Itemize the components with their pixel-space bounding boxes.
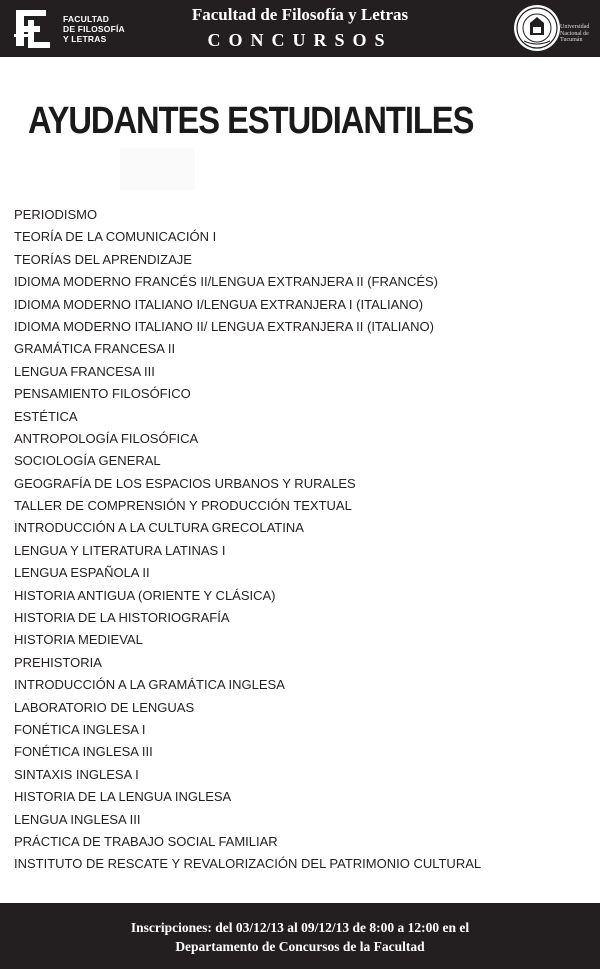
- university-line: Nacional de: [560, 30, 589, 37]
- subject-item: INTRODUCCIÓN A LA CULTURA GRECOLATINA: [14, 520, 304, 536]
- header-band: [0, 0, 600, 57]
- university-line: Tucumán: [560, 37, 583, 43]
- subject-item: ANTROPOLOGÍA FILOSÓFICA: [14, 430, 199, 446]
- subject-item: HISTORIA DE LA HISTORIOGRAFÍA: [14, 610, 230, 626]
- page-title: AYUDANTES ESTUDIANTILES: [28, 100, 474, 142]
- university-seal-icon: [512, 3, 562, 53]
- subject-item: HISTORIA MEDIEVAL: [14, 632, 143, 648]
- subject-item: FONÉTICA INGLESA I: [14, 721, 146, 737]
- ffl-logo-icon: [12, 6, 54, 52]
- decorative-shadow: [120, 148, 195, 190]
- subject-item: PENSAMIENTO FILOSÓFICO: [14, 386, 191, 402]
- registration-place: Departamento de Concursos de la Facultad: [175, 939, 425, 954]
- subject-item: IDIOMA MODERNO ITALIANO II/ LENGUA EXTRANJERA II (ITALIANO): [14, 318, 434, 334]
- subject-list: [14, 204, 481, 876]
- subject-item: GRAMÁTICA FRANCESA II: [14, 341, 176, 357]
- subject-item: INSTITUTO DE RESCATE Y REVALORIZACIÓN DEL PATRIMONIO CULTURAL: [14, 856, 482, 872]
- subject-item: HISTORIA DE LA LENGUA INGLESA: [14, 789, 232, 805]
- university-name: [560, 24, 589, 44]
- subject-item: PERIODISMO: [14, 207, 98, 222]
- subject-item: PREHISTORIA: [14, 654, 102, 670]
- logo-line: Y LETRAS: [63, 34, 107, 44]
- faculty-title: Facultad de Filosofía y Letras: [191, 5, 409, 24]
- subject-item: LABORATORIO DE LENGUAS: [14, 699, 195, 715]
- subject-item: LENGUA ESPAÑOLA II: [14, 565, 150, 581]
- subject-item: LENGUA FRANCESA III: [14, 363, 155, 379]
- faculty-logo-text: [63, 14, 125, 44]
- university-line: Universidad: [560, 24, 590, 30]
- subject-item: ESTÉTICA: [14, 408, 78, 424]
- subject-item: HISTORIA ANTIGUA (ORIENTE Y CLÁSICA): [14, 587, 276, 603]
- subject-item: TEORÍA DE LA COMUNICACIÓN I: [14, 229, 217, 245]
- subject-item: GEOGRAFÍA DE LOS ESPACIOS URBANOS Y RURALES: [14, 475, 356, 491]
- logo-line: FACULTAD: [63, 14, 110, 24]
- subject-item: TEORÍAS DEL APRENDIZAJE: [14, 251, 192, 267]
- logo-line: DE FILOSOFÍA: [63, 24, 125, 34]
- subject-item: IDIOMA MODERNO FRANCÉS II/LENGUA EXTRANJERA II (FRANCÉS): [14, 274, 439, 290]
- concursos-heading: CONCURSOS: [207, 30, 393, 50]
- subject-item: SOCIOLOGÍA GENERAL: [14, 453, 161, 469]
- registration-dates: Inscripciones: del 03/12/13 al 09/12/13 de 8:00 a 12:00 en el: [130, 920, 470, 935]
- subject-item: IDIOMA MODERNO ITALIANO I/LENGUA EXTRANJERA I (ITALIANO): [14, 296, 424, 312]
- subject-item: LENGUA INGLESA III: [14, 811, 141, 827]
- subject-item: TALLER DE COMPRENSIÓN Y PRODUCCIÓN TEXTUAL: [14, 498, 352, 514]
- footer-band: [0, 903, 600, 969]
- subject-item: LENGUA Y LITERATURA LATINAS I: [14, 542, 226, 558]
- subject-item: INTRODUCCIÓN A LA GRAMÁTICA INGLESA: [14, 677, 285, 693]
- subject-item: FONÉTICA INGLESA III: [14, 744, 153, 760]
- subject-item: PRÁCTICA DE TRABAJO SOCIAL FAMILIAR: [14, 833, 278, 849]
- subject-item: SINTAXIS INGLESA I: [14, 766, 139, 782]
